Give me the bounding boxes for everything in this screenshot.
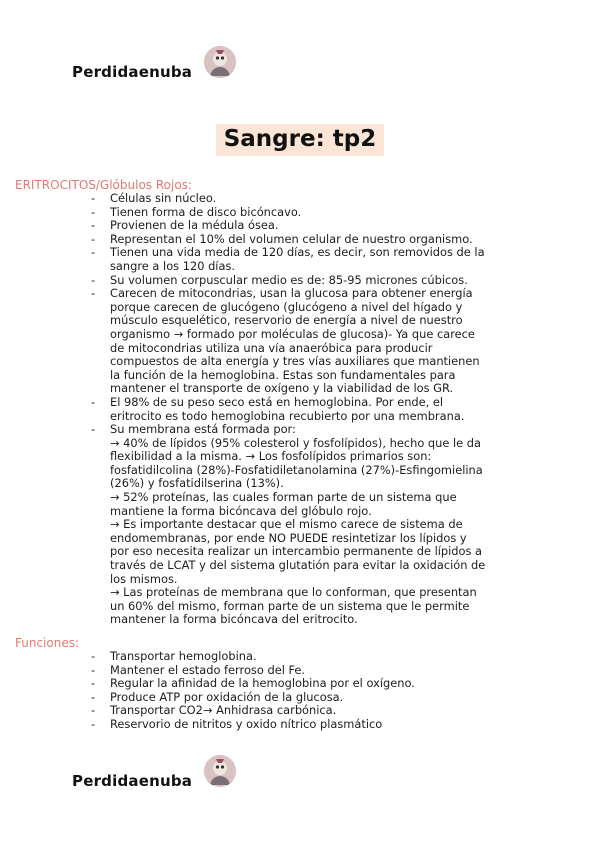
section-heading-funciones: Funciones: [15,636,80,650]
brand-header [72,56,236,88]
list-item-text: El 98% de su peso seco está en hemoglobina. Por ende, el eritrocito es todo hemoglobina recubierto por una membrana. [110,394,465,423]
list-item [91,423,517,627]
bullet-dash: - [91,422,96,437]
page-title: Sangre: tp2 [216,124,385,156]
bullet-dash: - [91,394,96,409]
list-item [91,664,517,678]
list-item-text: Su membrana está formada por: → 40% de lípidos (95% colesterol y fosfolípidos), hecho que le da flexibilidad a la misma. → Los fosfolípidos primarios son: fosfatidilcolina (28%)-Fosfatidiletanolamina (27%)-Esfingomielina (26%) y fosfatidilserina (13%). → 52% proteínas, las cuales forman parte de un sistema que mantiene la forma bicóncava del glóbulo rojo. → Es importante destacar que el mismo carece de sistema de endomembranas, por ende NO PUEDE resintetizar los lípidos y por eso necesita realizar un intercambio permanente de lípidos a través de LCAT y del sistema glutatión para evitar la oxidación de los mismos. → Las proteínas de membrana que lo conforman, que presentan un 60% del mismo, forman parte de un sistema que le permite mantener la forma bicóncava del eritrocito. [110,422,486,627]
eritrocitos-list [91,192,517,627]
list-item-text: Regular la afinidad de la hemoglobina por el oxígeno. [110,676,415,691]
list-item [91,704,517,718]
list-item-text: Tienen forma de disco bicóncavo. [110,204,302,219]
list-item [91,691,517,705]
bullet-dash: - [91,286,96,301]
bullet-dash: - [91,191,96,205]
bullet-dash: - [91,662,96,677]
list-item [91,287,517,396]
bullet-dash: - [91,272,96,287]
list-item-text: Provienen de la médula ósea. [110,218,279,233]
bullet-dash: - [91,716,96,731]
list-item-text: Produce ATP por oxidación de la glucosa. [110,689,344,704]
list-item [91,192,517,206]
list-item-text: Su volumen corpuscular medio es de: 85-95 micrones cúbicos. [110,272,468,287]
list-item [91,206,517,220]
funciones-list [91,650,517,732]
list-item [91,246,517,273]
brand-footer [72,765,236,797]
list-item-text: Representan el 10% del volumen celular de nuestro organismo. [110,231,473,246]
list-item-text: Células sin núcleo. [110,191,217,205]
avatar [204,755,236,787]
brand-name: Perdidaenuba [72,63,193,81]
list-item [91,718,517,732]
list-item [91,233,517,247]
list-item-text: Mantener el estado ferroso del Fe. [110,662,306,677]
bullet-dash: - [91,689,96,704]
bullet-dash: - [91,231,96,246]
title-container [0,124,600,156]
bullet-dash: - [91,703,96,718]
avatar [204,46,236,78]
list-item [91,274,517,288]
bullet-dash: - [91,218,96,233]
section-heading-eritrocitos: ERITROCITOS/Glóbulos Rojos: [15,178,192,192]
bullet-dash: - [91,649,96,663]
list-item-text: Tienen una vida media de 120 días, es decir, son removidos de la sangre a los 120 días. [110,245,485,273]
list-item [91,650,517,664]
bullet-dash: - [91,204,96,219]
list-item-text: Reservorio de nitritos y oxido nítrico plasmático [110,716,383,731]
list-item [91,677,517,691]
list-item-text: Transportar hemoglobina. [110,649,257,663]
bullet-dash: - [91,676,96,691]
brand-name: Perdidaenuba [72,772,193,790]
list-item [91,219,517,233]
bullet-dash: - [91,245,96,260]
list-item [91,396,517,423]
list-item-text: Carecen de mitocondrias, usan la glucosa para obtener energía porque carecen de glucógeno (glucógeno a nivel del hígado y músculo esquelético, reservorio de energía a nivel de nuestro organismo → formado por moléculas de glucosa)- Ya que carece de mitocondrias utiliza una vía anaeróbica para producir compuestos de alta energía y tres vías auxiliares que mantienen la función de la hemoglobina. Estas son fundamentales para mantener el transporte de oxígeno y la viabilidad de los GR. [110,286,480,396]
list-item-text: Transportar CO2→ Anhidrasa carbónica. [110,703,337,718]
